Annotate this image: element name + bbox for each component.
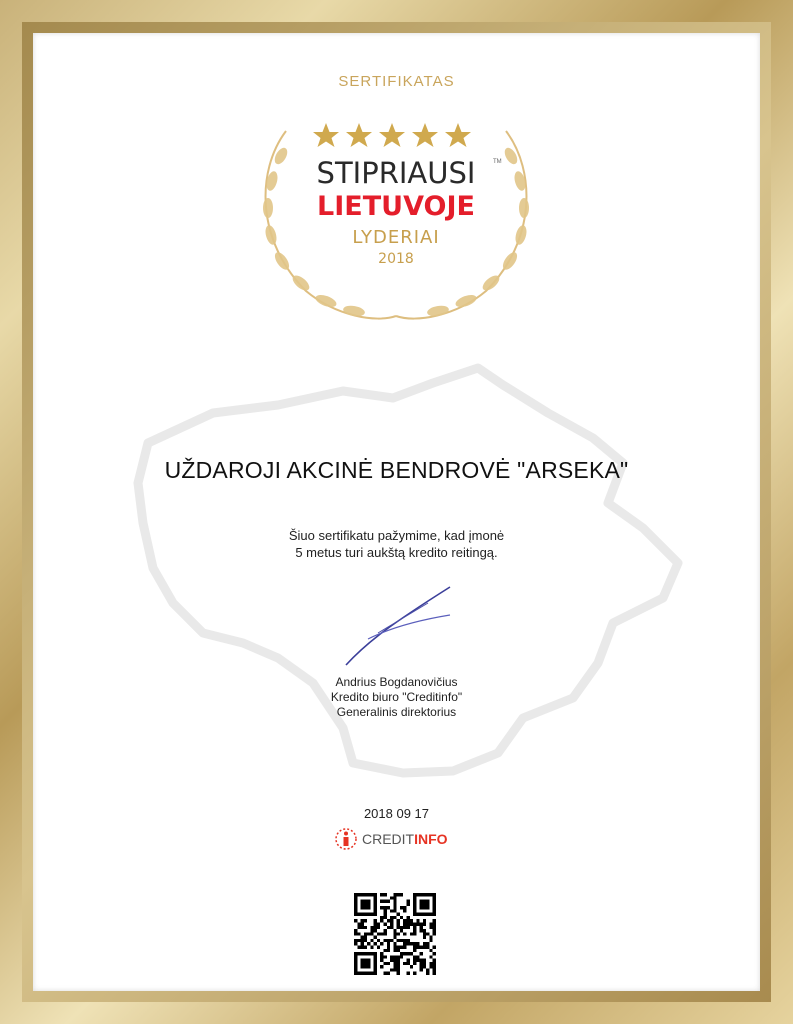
- signer-name: Andrius Bogdanovičius: [335, 675, 458, 689]
- handwritten-signature: [338, 581, 468, 671]
- star-icon: [313, 123, 339, 147]
- statement-line-2: 5 metus turi aukštą kredito reitingą.: [295, 545, 498, 560]
- brand-prefix: CREDIT: [362, 831, 415, 847]
- statement-line-1: Šiuo sertifikatu pažymime, kad įmonė: [288, 528, 505, 543]
- emblem-line2: LIETUVOJE: [317, 191, 475, 222]
- qr-code-icon: [354, 893, 436, 975]
- star-icon: [346, 123, 372, 147]
- emblem-year: 2018: [378, 251, 414, 267]
- trademark-mark: TM: [493, 159, 502, 165]
- signer-organization: Kredito biuro "Creditinfo": [330, 690, 463, 704]
- certificate-paper: [33, 33, 760, 991]
- certificate-label: SERTIFIKATAS: [338, 73, 455, 90]
- star-icon: [379, 123, 405, 147]
- brand-suffix: INFO: [414, 831, 448, 847]
- star-icon: [445, 123, 471, 147]
- company-name: UŽDAROJI AKCINĖ BENDROVĖ "ARSEKA": [164, 457, 629, 483]
- certificate-statement: [33, 527, 760, 561]
- signer-title: Generalinis direktorius: [336, 705, 457, 719]
- signer-block: [33, 675, 760, 720]
- emblem-line1: STIPRIAUSI: [316, 156, 476, 190]
- creditinfo-i-icon: [333, 827, 359, 851]
- emblem-line3: LYDERIAI: [352, 227, 440, 248]
- rating-stars-icon: [313, 123, 471, 147]
- lithuania-map-outline-icon: [103, 353, 703, 793]
- star-icon: [412, 123, 438, 147]
- issue-date: 2018 09 17: [363, 806, 430, 821]
- award-emblem: [246, 111, 546, 331]
- creditinfo-logo: [333, 827, 463, 851]
